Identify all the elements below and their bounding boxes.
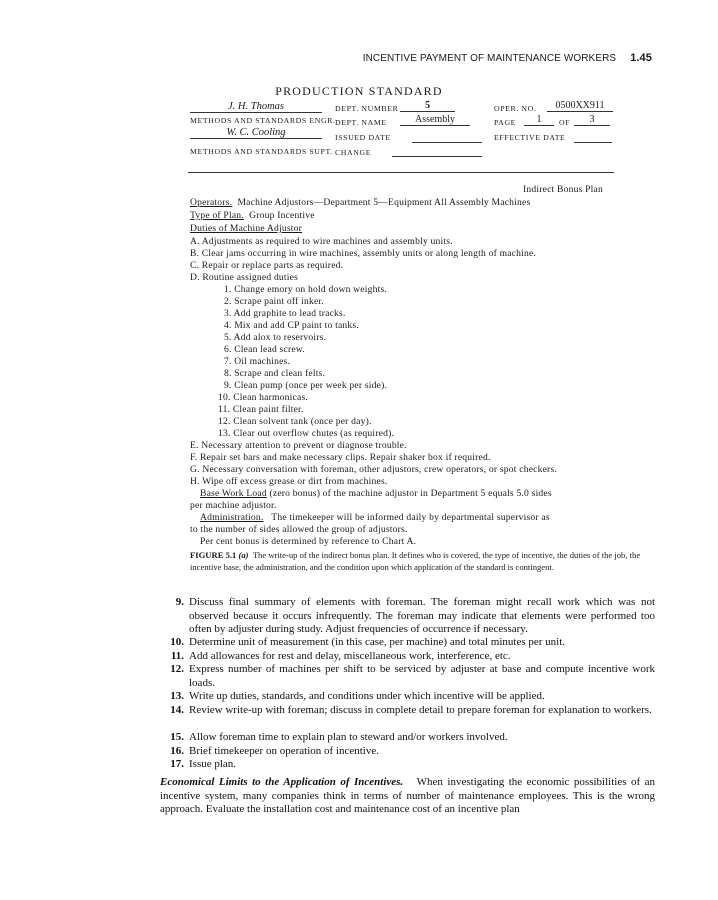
item-number: 14. xyxy=(170,704,184,716)
routine-item: 3. Add graphite to lead tracks. xyxy=(224,308,346,319)
dept-number-value: 5 xyxy=(400,100,455,112)
routine-item: 7. Oil machines. xyxy=(224,356,291,367)
routine-item: 5. Add alox to reservoirs. xyxy=(224,332,327,343)
dept-name-value: Assembly xyxy=(400,114,470,126)
duty-f: F. Repair set bars and make necessary clips. Repair shaker box if required. xyxy=(190,452,491,463)
type-label: Type of Plan. xyxy=(190,210,244,221)
item-number: 13. xyxy=(170,690,184,702)
duties-heading: Duties of Machine Adjustor xyxy=(190,223,303,234)
administration-label: Administration. xyxy=(200,512,264,523)
engineer-role: METHODS AND STANDARDS ENGR. xyxy=(190,116,336,125)
list-item xyxy=(160,758,655,772)
of-label: OF xyxy=(559,118,571,127)
page-number: 1.45 xyxy=(630,52,652,64)
item-text: Issue plan. xyxy=(189,758,237,770)
operators-label: Operators. xyxy=(190,197,233,208)
dept-name-label: DEPT. NAME xyxy=(335,118,387,127)
page-value: 1 xyxy=(524,114,554,126)
base-work-load-text: (zero bonus) of the machine adjustor in Department 5 equals 5.0 sides xyxy=(269,488,552,499)
duty-b: B. Clear jams occurring in wire machines, assembly units or along length of machine. xyxy=(190,248,537,259)
section-heading: Economical Limits to the Application of Incentives. xyxy=(160,776,404,788)
page-label: PAGE xyxy=(494,118,517,127)
dept-number-label: DEPT. NUMBER xyxy=(335,104,399,113)
engineer-name: J. H. Thomas xyxy=(190,101,322,113)
item-number: 12. xyxy=(170,663,184,675)
figure-sub: (a) xyxy=(238,550,249,560)
form-title: PRODUCTION STANDARD xyxy=(275,84,443,98)
closing-paragraph xyxy=(160,776,655,817)
change-label: CHANGE xyxy=(335,148,372,157)
routine-item: 8. Scrape and clean felts. xyxy=(224,368,326,379)
routine-item: 10. Clean harmonicas. xyxy=(218,392,308,403)
oper-no-label: OPER. NO. xyxy=(494,104,537,113)
item-text: Write up duties, standards, and conditions under which incentive will be applied. xyxy=(189,690,545,702)
list-item xyxy=(160,636,655,650)
item-text: Add allowances for rest and delay, miscellaneous work, interference, etc. xyxy=(189,650,511,662)
list-item xyxy=(160,745,655,759)
plan-title: Indirect Bonus Plan xyxy=(522,184,603,195)
issued-date-label: ISSUED DATE xyxy=(335,133,391,142)
duty-h: H. Wipe off excess grease or dirt from machines. xyxy=(190,476,388,487)
item-text: Review write-up with foreman; discuss in complete detail to prepare foreman for explanation to workers. xyxy=(189,704,652,716)
item-number: 17. xyxy=(170,758,184,770)
page-total-value: 3 xyxy=(574,114,610,126)
item-number: 11. xyxy=(170,650,184,662)
duty-d: D. Routine assigned duties xyxy=(190,272,299,283)
oper-no-value: 0500XX911 xyxy=(547,100,613,112)
superintendent-role: METHODS AND STANDARDS SUPT. xyxy=(190,147,333,156)
item-text: Determine unit of measurement (in this case, per machine) and total minutes per unit. xyxy=(189,636,566,648)
routine-item: 12. Clean solvent tank (once per day). xyxy=(218,416,372,427)
operators-text: Machine Adjustors—Department 5—Equipment All Assembly Machines xyxy=(237,197,531,208)
routine-item: 11. Clean paint filter. xyxy=(218,404,304,415)
item-text: Discuss final summary of elements with foreman. The foreman might recall work which was not observed because it occurs infrequently. The foreman may indicate that elements were performed too often by adjuster during study. Adjust frequencies of occurrence if necessary. xyxy=(189,596,655,635)
base-work-load-cont: per machine adjustor. xyxy=(190,500,277,511)
list-item xyxy=(160,596,655,637)
routine-item: 9. Clean pump (once per week per side). xyxy=(224,380,388,391)
item-number: 16. xyxy=(170,745,184,757)
percent-bonus-line: Per cent bonus is determined by reference to Chart A. xyxy=(200,536,417,547)
item-number: 9. xyxy=(175,596,184,608)
list-item xyxy=(160,690,655,704)
administration-cont: to the number of sides allowed the group of adjustors. xyxy=(190,524,408,535)
base-work-load-label: Base Work Load xyxy=(200,488,267,499)
item-text: Express number of machines per shift to be serviced by adjuster at base and compute incentive work loads. xyxy=(189,663,655,689)
duty-a: A. Adjustments as required to wire machines and assembly units. xyxy=(190,236,453,247)
figure-caption xyxy=(190,550,650,573)
figure-label: FIGURE 5.1 xyxy=(190,550,237,560)
duty-g: G. Necessary conversation with foreman, other adjustors, crew operators, or spot checkers. xyxy=(190,464,557,475)
item-text: Brief timekeeper on operation of incentive. xyxy=(189,745,379,757)
operators-line xyxy=(190,197,530,209)
routine-item: 6. Clean lead screw. xyxy=(224,344,305,355)
running-header-title: INCENTIVE PAYMENT OF MAINTENANCE WORKERS xyxy=(362,53,617,64)
routine-item: 4. Mix and add CP paint to tanks. xyxy=(224,320,359,331)
item-text: Allow foreman time to explain plan to steward and/or workers involved. xyxy=(189,731,508,743)
routine-item: 13. Clear out overflow chutes (as required). xyxy=(218,428,395,439)
type-line xyxy=(190,210,315,222)
type-text: Group Incentive xyxy=(249,210,315,221)
administration-line xyxy=(200,512,550,524)
routine-item: 1. Change emory on hold down weights. xyxy=(224,284,388,295)
effective-date-label: EFFECTIVE DATE xyxy=(494,133,566,142)
superintendent-name: W. C. Cooling xyxy=(190,127,322,139)
list-item xyxy=(160,704,655,718)
list-item xyxy=(160,731,655,745)
caption-text: The write-up of the indirect bonus plan. It defines who is covered, the type of incentive, the duties of the job, the incentive base, the administration, and the condition upon which application of the standard is contingent. xyxy=(190,550,641,572)
routine-item: 2. Scrape paint off inker. xyxy=(224,296,324,307)
list-item xyxy=(160,663,655,690)
item-number: 15. xyxy=(170,731,184,743)
list-item xyxy=(160,650,655,664)
administration-text: The timekeeper will be informed daily by departmental supervisor as xyxy=(271,512,550,523)
duty-c: C. Repair or replace parts as required. xyxy=(190,260,344,271)
base-work-load-line xyxy=(200,488,552,500)
item-number: 10. xyxy=(170,636,184,648)
duty-e: E. Necessary attention to prevent or diagnose trouble. xyxy=(190,440,407,451)
section-text: When investigating the economic possibilities of an incentive system, many companies think in terms of number of maintenance employees. This is the wrong approach. Evaluate the installation cost and maintenance cost of an incentive plan xyxy=(160,776,656,815)
